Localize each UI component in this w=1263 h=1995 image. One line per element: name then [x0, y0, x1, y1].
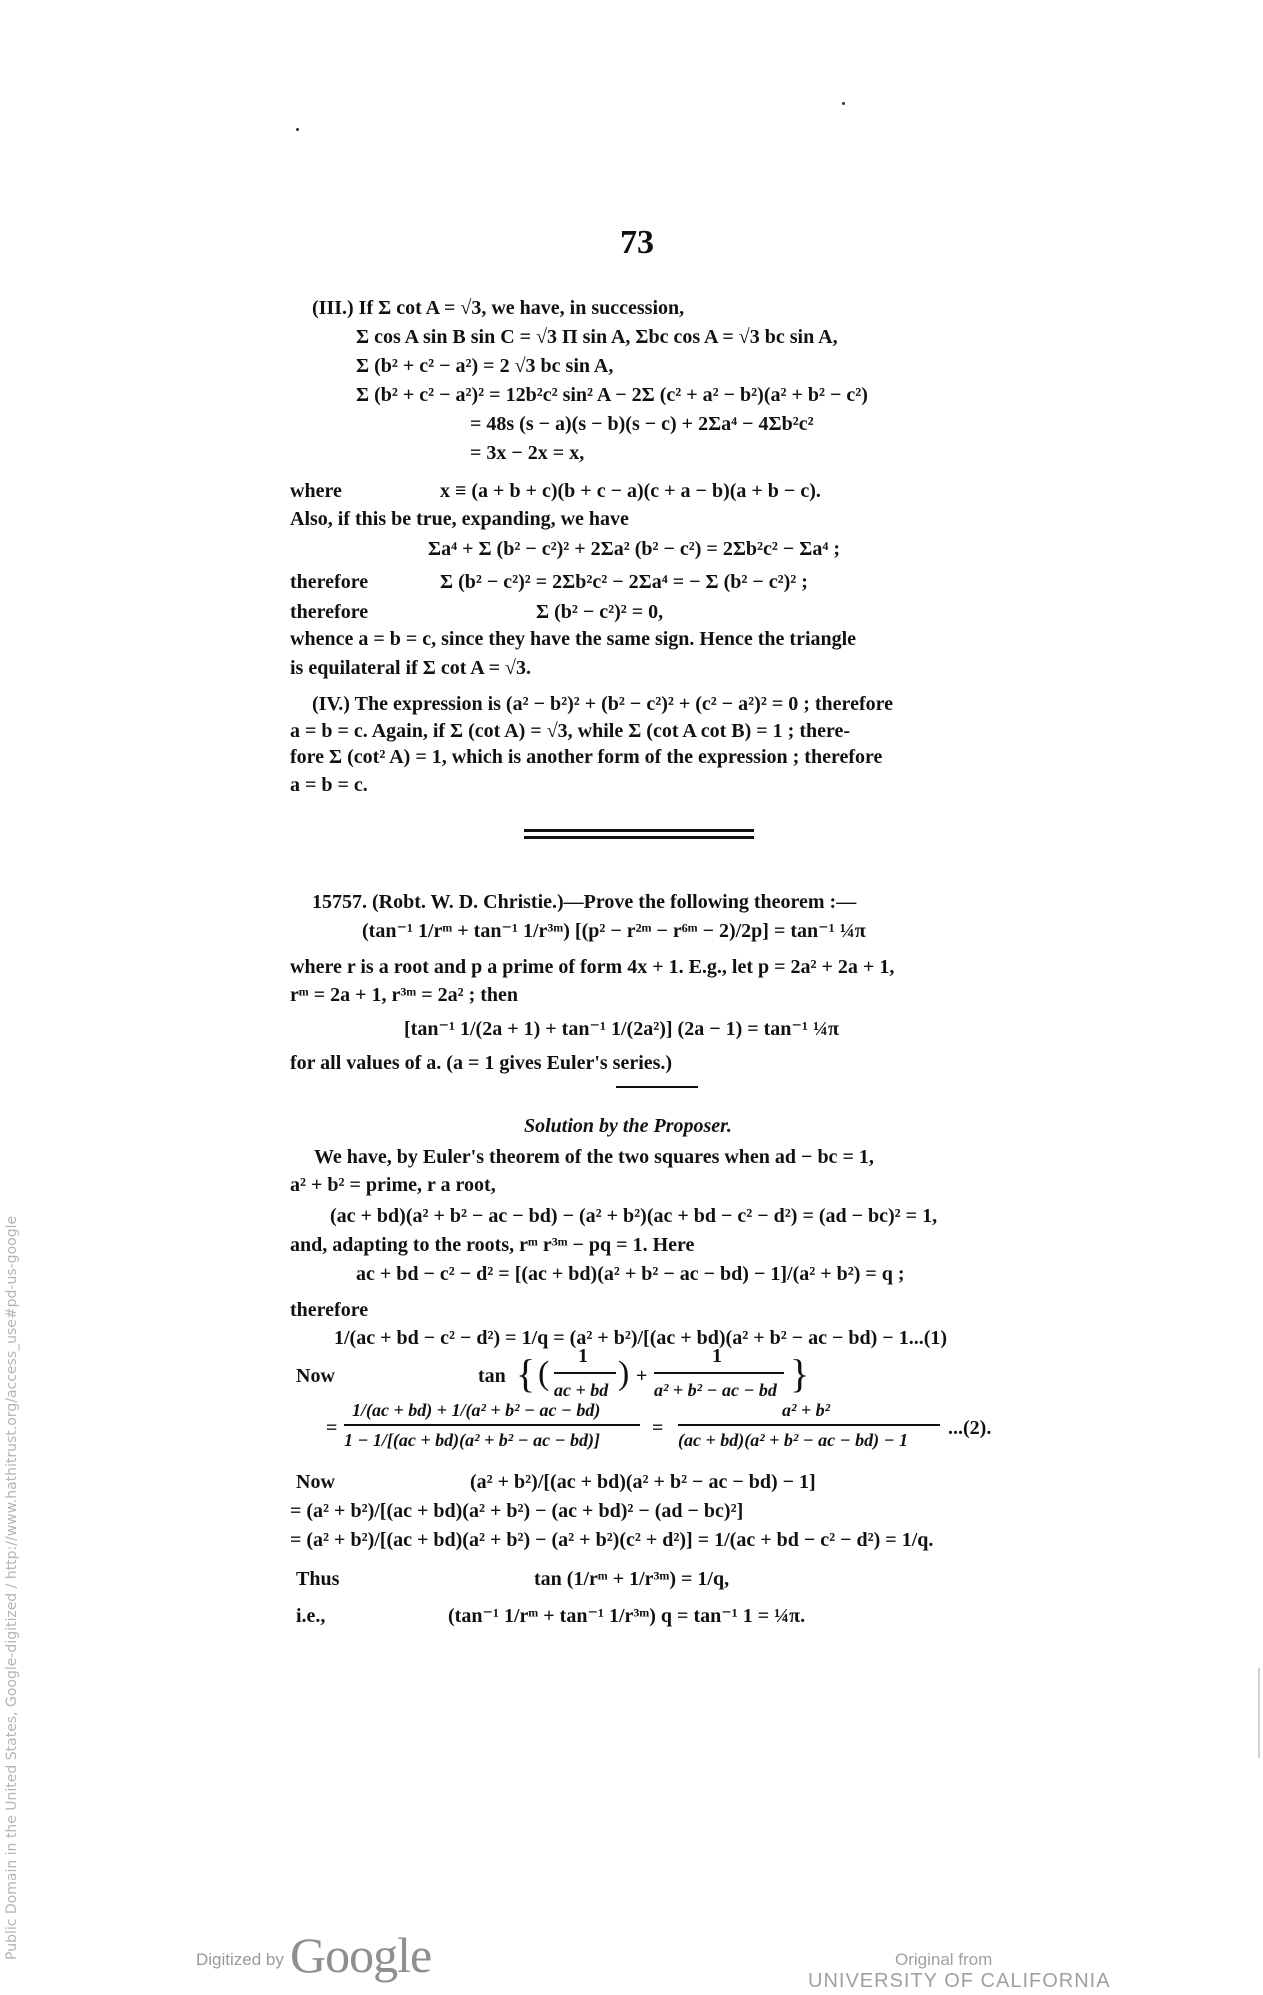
text-line: Solution by the Proposer. — [524, 1115, 732, 1137]
text-line: Also, if this be true, expanding, we have — [290, 508, 629, 530]
hathitrust-watermark — [0, 1214, 22, 1960]
text-line: is equilateral if Σ cot A = √3. — [290, 657, 531, 679]
text-line: therefore — [290, 1299, 369, 1321]
text-line: ac + bd − c² − d² = [(ac + bd)(a² + b² − ac − bd) − 1]/(a² + b²) = q ; — [356, 1263, 905, 1285]
text-line: Σ (b² + c² − a²) = 2 √3 bc sin A, — [356, 355, 614, 377]
fraction-4-bar — [678, 1424, 940, 1426]
speck — [842, 102, 845, 105]
fraction-2-denominator: a² + b² − ac − bd — [654, 1380, 777, 1400]
text-line: whence a = b = c, since they have the same sign. Hence the triangle — [290, 628, 857, 650]
text-line: (tan⁻¹ 1/rᵐ + tan⁻¹ 1/r³ᵐ) [(p² − r²ᵐ − r⁶ᵐ − 2)/2p] = tan⁻¹ ¼π — [362, 920, 866, 942]
paren-open: ( — [538, 1355, 550, 1392]
fraction-4-numerator: a² + b² — [782, 1400, 831, 1420]
text-line: Now — [296, 1471, 335, 1493]
text-line: (tan⁻¹ 1/rᵐ + tan⁻¹ 1/r³ᵐ) q = tan⁻¹ 1 = ¼π. — [448, 1605, 806, 1627]
text-line: = 48s (s − a)(s − b)(s − c) + 2Σa⁴ − 4Σb²c² — [470, 413, 814, 435]
section-divider-bottom — [524, 836, 754, 839]
text-line: Σ (b² − c²)² = 0, — [536, 601, 664, 623]
brace-open: { — [516, 1351, 536, 1396]
digitized-by-label: Digitized by — [196, 1950, 284, 1969]
text-line: [tan⁻¹ 1/(2a + 1) + tan⁻¹ 1/(2a²)] (2a − 1) = tan⁻¹ ¼π — [404, 1018, 839, 1040]
text-line: fore Σ (cot² A) = 1, which is another form of the expression ; therefore — [290, 746, 883, 768]
text-line: Σ (b² − c²)² = 2Σb²c² − 2Σa⁴ = − Σ (b² − c²)² ; — [440, 571, 808, 593]
equation-tag-2: ...(2). — [948, 1417, 992, 1439]
text-line: therefore — [290, 571, 369, 593]
watermark-line-2: Public Domain in the United States, Google-digitized / http://www.hathitrust.org/access_use#pd-us-google — [4, 1215, 20, 1960]
fraction-3-bar — [344, 1424, 640, 1426]
text-line: (a² + b²)/[(ac + bd)(a² + b² − ac − bd) − 1] — [470, 1471, 816, 1493]
short-divider — [616, 1086, 698, 1088]
text-line: Σ cos A sin B sin C = √3 Π sin A, Σbc cos A = √3 bc sin A, — [356, 326, 838, 348]
text-line: Now — [296, 1365, 335, 1387]
text-line: (III.) If Σ cot A = √3, we have, in succession, — [312, 297, 685, 319]
scan-edge-mark — [1258, 1668, 1260, 1758]
tan-prefix: tan — [478, 1365, 506, 1387]
text-line: where r is a root and p a prime of form 4x + 1. E.g., let p = 2a² + 2a + 1, — [290, 956, 895, 978]
equals-1: = — [326, 1417, 338, 1439]
text-line: 1/(ac + bd − c² − d²) = 1/q = (a² + b²)/[(ac + bd)(a² + b² − ac − bd) − 1...(1) — [334, 1327, 948, 1349]
text-line: Σ (b² + c² − a²)² = 12b²c² sin² A − 2Σ (c² + a² − b²)(a² + b² − c²) — [356, 384, 868, 406]
section-divider-top — [524, 829, 754, 832]
text-line: Σa⁴ + Σ (b² − c²)² + 2Σa² (b² − c²) = 2Σb²c² − Σa⁴ ; — [428, 538, 841, 560]
text-line: x ≡ (a + b + c)(b + c − a)(c + a − b)(a + b − c). — [440, 480, 821, 502]
university-label: UNIVERSITY OF CALIFORNIA — [808, 1970, 1111, 1992]
brace-close: } — [790, 1351, 810, 1396]
text-line: i.e., — [296, 1605, 326, 1627]
fraction-3-numerator: 1/(ac + bd) + 1/(a² + b² − ac − bd) — [352, 1400, 601, 1420]
plus-sign: + — [636, 1365, 648, 1387]
equals-2: = — [652, 1417, 664, 1439]
text-line: where — [290, 480, 342, 502]
text-line: = 3x − 2x = x, — [470, 442, 585, 464]
google-logo: Google — [290, 1927, 432, 1983]
paren-close: ) — [618, 1355, 630, 1392]
fraction-2-numerator: 1 — [712, 1345, 722, 1367]
text-line: tan (1/rᵐ + 1/r³ᵐ) = 1/q, — [534, 1568, 730, 1590]
text-line: therefore — [290, 601, 369, 623]
fraction-1-numerator: 1 — [578, 1345, 588, 1367]
fraction-4-denominator: (ac + bd)(a² + b² − ac − bd) − 1 — [678, 1430, 908, 1450]
text-line: (IV.) The expression is (a² − b²)² + (b² − c²)² + (c² − a²)² = 0 ; therefore — [312, 693, 893, 715]
text-line: = (a² + b²)/[(ac + bd)(a² + b²) − (ac + bd)² − (ad − bc)²] — [290, 1500, 744, 1522]
fraction-3-denominator: 1 − 1/[(ac + bd)(a² + b² − ac − bd)] — [344, 1430, 600, 1450]
text-line: = (a² + b²)/[(ac + bd)(a² + b²) − (a² + b²)(c² + d²)] = 1/(ac + bd − c² − d²) = 1/q. — [290, 1529, 934, 1551]
fraction-1-denominator: ac + bd — [554, 1380, 609, 1400]
text-line: a = b = c. — [290, 774, 368, 796]
fraction-1-bar — [554, 1372, 616, 1374]
text-line: (ac + bd)(a² + b² − ac − bd) − (a² + b²)(ac + bd − c² − d²) = (ad − bc)² = 1, — [330, 1205, 938, 1227]
text-line: for all values of a. (a = 1 gives Euler's series.) — [290, 1052, 673, 1074]
text-line: and, adapting to the roots, rᵐ r³ᵐ − pq = 1. Here — [290, 1234, 695, 1256]
speck — [296, 128, 299, 131]
text-line: rᵐ = 2a + 1, r³ᵐ = 2a² ; then — [290, 984, 519, 1006]
text-line: a = b = c. Again, if Σ (cot A) = √3, while Σ (cot A cot B) = 1 ; there- — [290, 720, 851, 742]
text-line: Thus — [296, 1568, 340, 1590]
text-line: a² + b² = prime, r a root, — [290, 1174, 496, 1196]
fraction-2-bar — [654, 1372, 784, 1374]
text-line: 15757. (Robt. W. D. Christie.)—Prove the following theorem :— — [312, 891, 857, 913]
original-from-label: Original from — [895, 1950, 993, 1969]
text-line: We have, by Euler's theorem of the two squares when ad − bc = 1, — [314, 1146, 874, 1168]
page-number: 73 — [620, 224, 654, 261]
